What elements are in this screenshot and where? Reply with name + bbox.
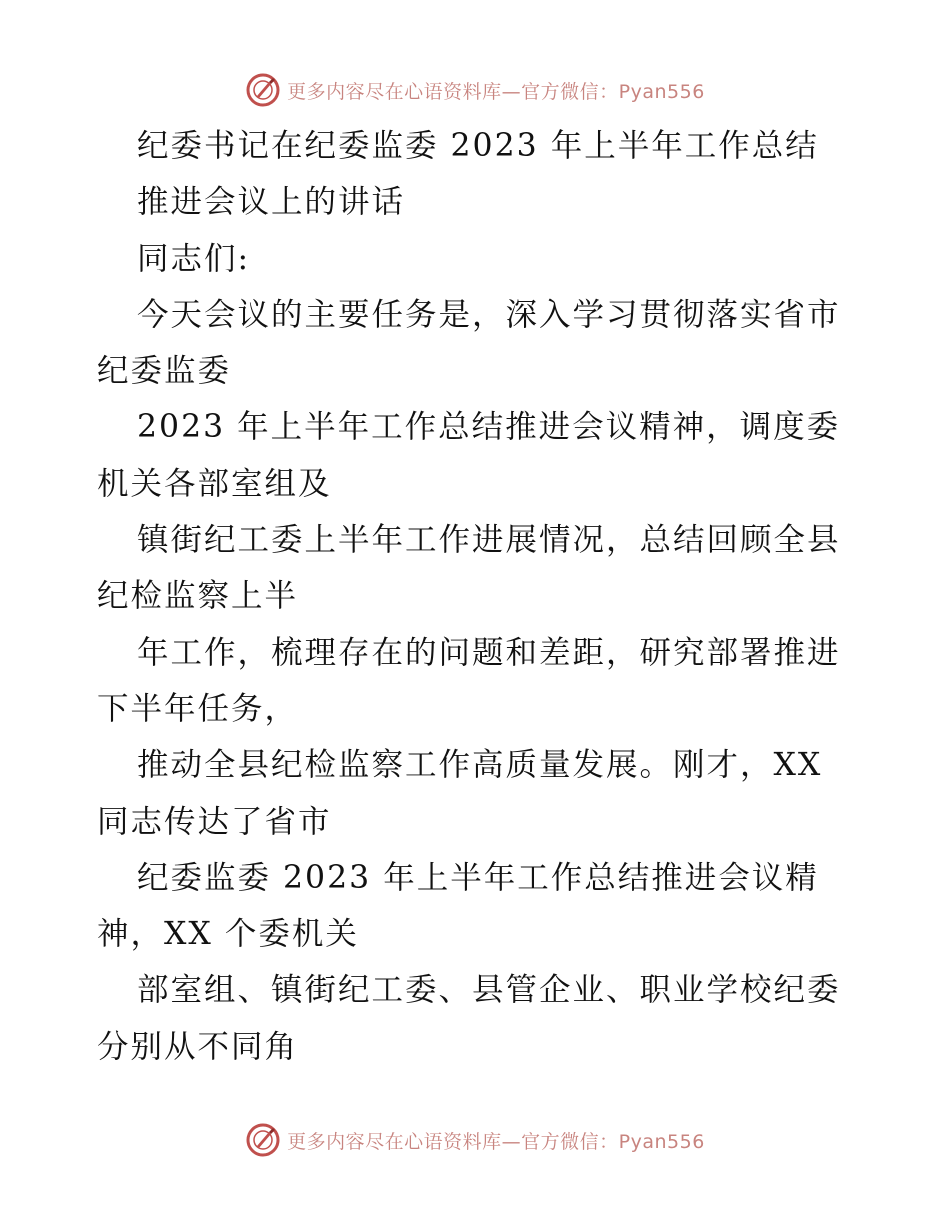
- text-line: 纪委书记在纪委监委 2023 年上半年工作总结: [137, 128, 819, 164]
- text-line: 年工作，梳理存在的问题和差距，研究部署推进: [137, 634, 841, 671]
- text-line: 纪检监察上半: [97, 578, 299, 615]
- text-line: 推进会议上的讲话: [137, 184, 406, 221]
- header-banner-text: 更多内容尽在心语资料库—官方微信：Pyan556: [287, 80, 705, 103]
- text-line: 纪委监委: [97, 353, 232, 390]
- text-line: 镇街纪工委上半年工作进展情况，总结回顾全县: [137, 522, 841, 559]
- text-line: 神，XX 个委机关: [97, 916, 359, 953]
- logo-seal-icon: [245, 72, 281, 108]
- text-line: 下半年任务，: [97, 690, 299, 727]
- text-line: 机关各部室组及: [97, 465, 332, 502]
- logo-seal-icon: [245, 1122, 281, 1158]
- text-line: 推动全县纪检监察工作高质量发展。刚才，XX: [137, 747, 823, 784]
- footer-banner-text: 更多内容尽在心语资料库—官方微信：Pyan556: [287, 1130, 705, 1153]
- text-line: 部室组、镇街纪工委、县管企业、职业学校纪委: [137, 972, 841, 1009]
- text-line: 2023 年上半年工作总结推进会议精神，调度委: [137, 409, 841, 446]
- header-banner: [0, 70, 950, 110]
- text-line: 同志传达了省市: [97, 803, 332, 840]
- footer-banner: [0, 1120, 950, 1160]
- text-line: 同志们:: [137, 240, 251, 277]
- text-line: 纪委监委 2023 年上半年工作总结推进会议精: [137, 859, 819, 896]
- document-body: [97, 118, 857, 1075]
- text-line: 今天会议的主要任务是，深入学习贯彻落实省市: [137, 296, 841, 333]
- text-line: 分别从不同角: [97, 1028, 299, 1065]
